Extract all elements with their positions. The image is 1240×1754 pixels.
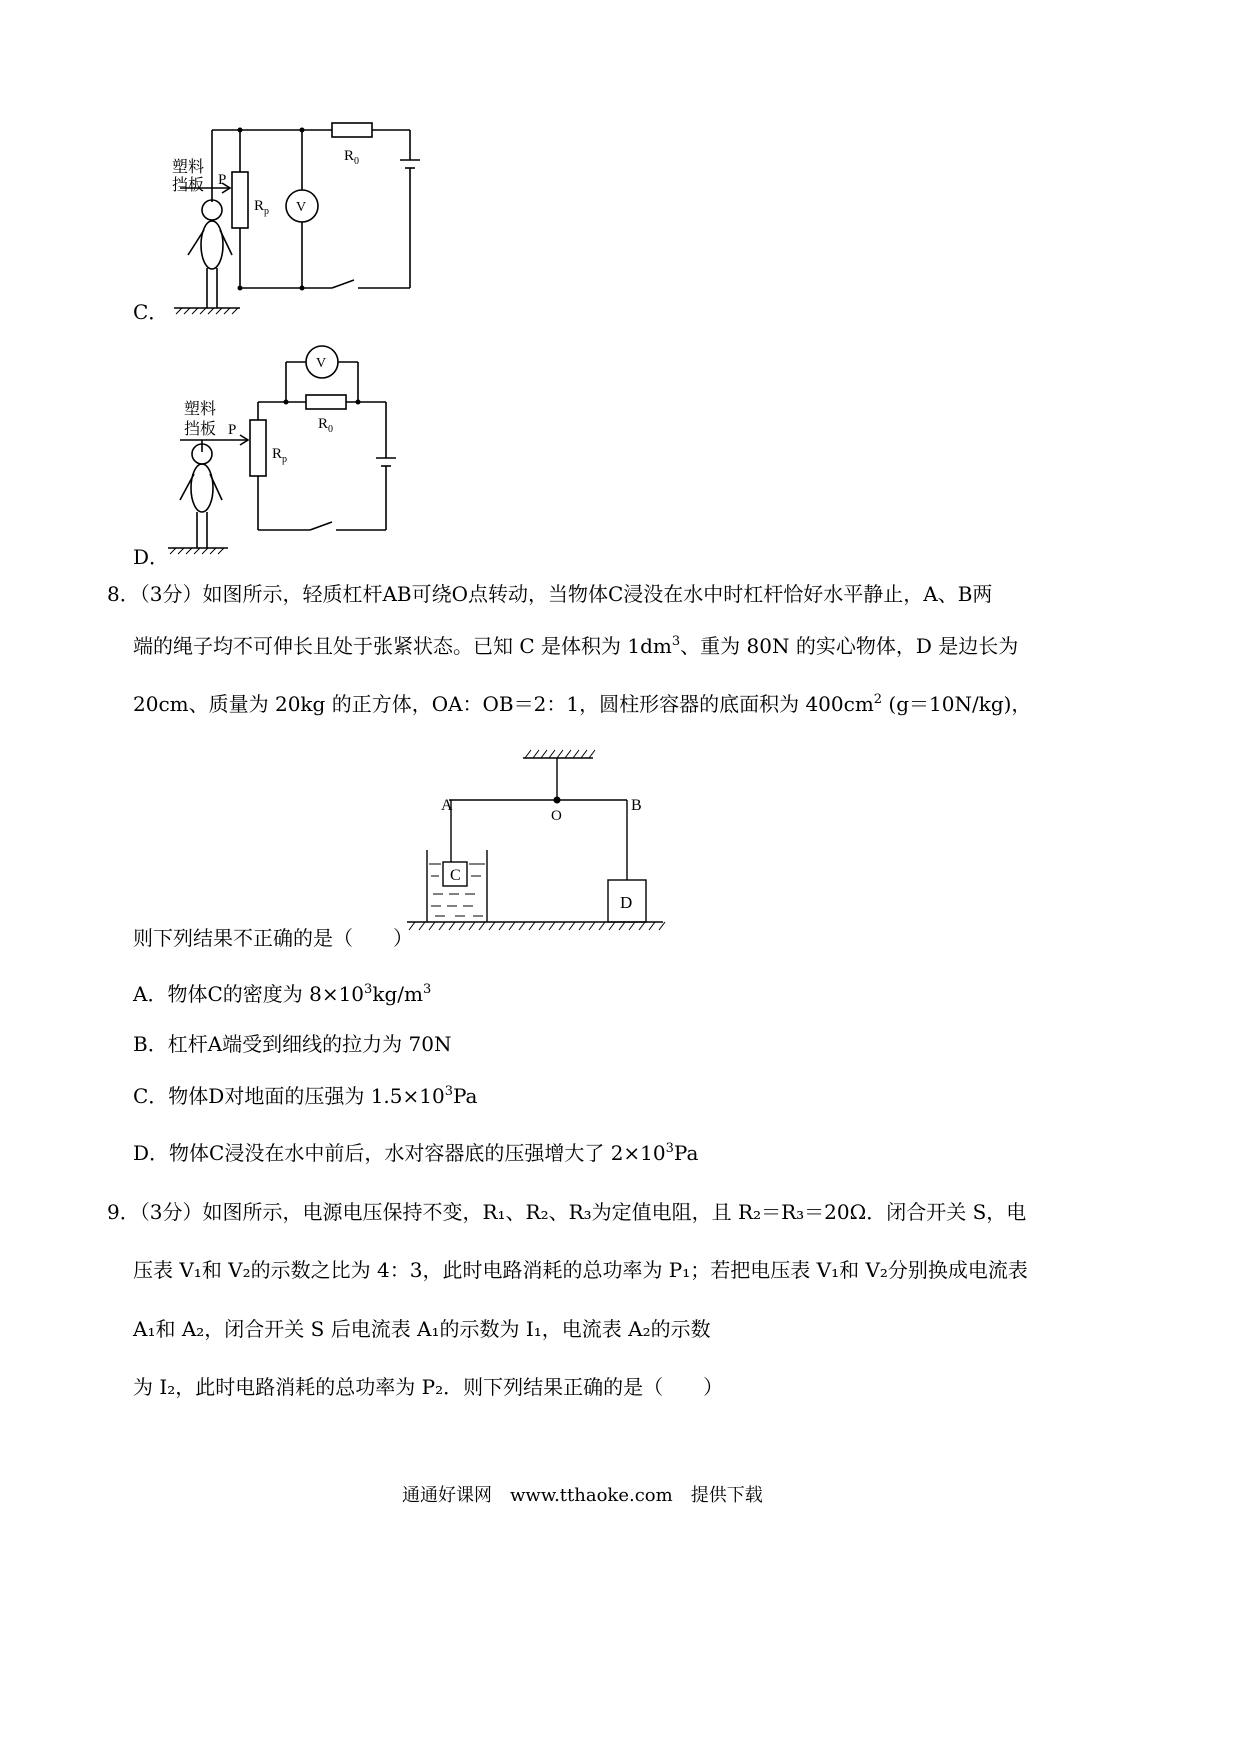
plate-label-2: 挡板 bbox=[184, 421, 217, 438]
option-c-label: C． bbox=[133, 300, 169, 324]
rp-subscript: p bbox=[282, 454, 287, 465]
page-footer: 通通好课网 www.tthaoke.com 提供下载 bbox=[402, 1485, 763, 1506]
q8-stem-line-3: 20cm、质量为 20kg 的正方体，OA：OB＝2：1，圆柱形容器的底面积为 $400cm^2$ (g＝10N/kg)， bbox=[133, 692, 1032, 716]
circuit-diagram-d bbox=[160, 340, 480, 560]
block-label-c: C bbox=[450, 867, 461, 884]
lever-label-a: A bbox=[441, 797, 453, 814]
block-label-d: D bbox=[620, 893, 633, 912]
q8-stem-line-1: 8．（3分）如图所示，轻质杠杆AB可绕O点转动，当物体C浸没在水中时杠杆恰好水平静止，A、B两 bbox=[107, 582, 993, 606]
rp-label: R bbox=[272, 446, 283, 462]
q8-option-b: B．杠杆A端受到细线的拉力为 70N bbox=[133, 1032, 452, 1056]
rp-subscript: p bbox=[264, 206, 269, 217]
voltmeter-label: V bbox=[296, 200, 307, 215]
r0-label: R bbox=[344, 148, 355, 164]
plate-label-1: 塑料 bbox=[172, 159, 205, 176]
q9-stem-line-3: A₁和 A₂，闭合开关 S 后电流表 A₁的示数为 I₁，电流表 A₂的示数 bbox=[133, 1317, 711, 1341]
slider-label: P bbox=[218, 172, 227, 188]
q8-question: 则下列结果不正确的是（ ） bbox=[133, 926, 413, 950]
r0-label: R bbox=[318, 416, 329, 432]
rp-label: R bbox=[254, 198, 265, 214]
q9-stem-line-4: 为 I₂，此时电路消耗的总功率为 P₂．则下列结果正确的是（ ） bbox=[133, 1375, 724, 1399]
q9-stem-line-2: 压表 V₁和 V₂的示数之比为 4：3，此时电路消耗的总功率为 P₁；若把电压表 V₁和 V₂分别换成电流表 bbox=[133, 1258, 1028, 1282]
slider-label: P bbox=[228, 422, 237, 438]
r0-subscript: 0 bbox=[354, 156, 359, 167]
q8-option-a: A．物体C的密度为 $8\times 10^3kg/m^3$ bbox=[133, 982, 432, 1006]
voltmeter-label: V bbox=[316, 356, 327, 371]
q8-option-c: C．物体D对地面的压强为 $1.5\times 10^3Pa$ bbox=[133, 1084, 478, 1108]
circuit-diagram-c bbox=[160, 110, 480, 330]
plate-label-2: 挡板 bbox=[172, 177, 205, 194]
q8-option-d: D．物体C浸没在水中前后，水对容器底的压强增大了 $2\times 10^3Pa$ bbox=[133, 1141, 699, 1165]
lever-diagram bbox=[405, 740, 670, 945]
r0-subscript: 0 bbox=[328, 424, 333, 435]
plate-label-1: 塑料 bbox=[184, 401, 217, 418]
q9-stem-line-1: 9．（3分）如图所示，电源电压保持不变，R₁、R₂、R₃为定值电阻，且 R₂＝R₃＝20Ω．闭合开关 S，电 bbox=[107, 1200, 1027, 1224]
pivot-label-o: O bbox=[551, 808, 562, 824]
lever-label-b: B bbox=[631, 797, 642, 814]
q8-stem-line-2: 端的绳子均不可伸长且处于张紧状态。已知 C 是体积为 $1dm^3$、重为 80N 的实心物体，D 是边长为 bbox=[133, 634, 1019, 658]
option-d-label: D． bbox=[133, 545, 170, 569]
